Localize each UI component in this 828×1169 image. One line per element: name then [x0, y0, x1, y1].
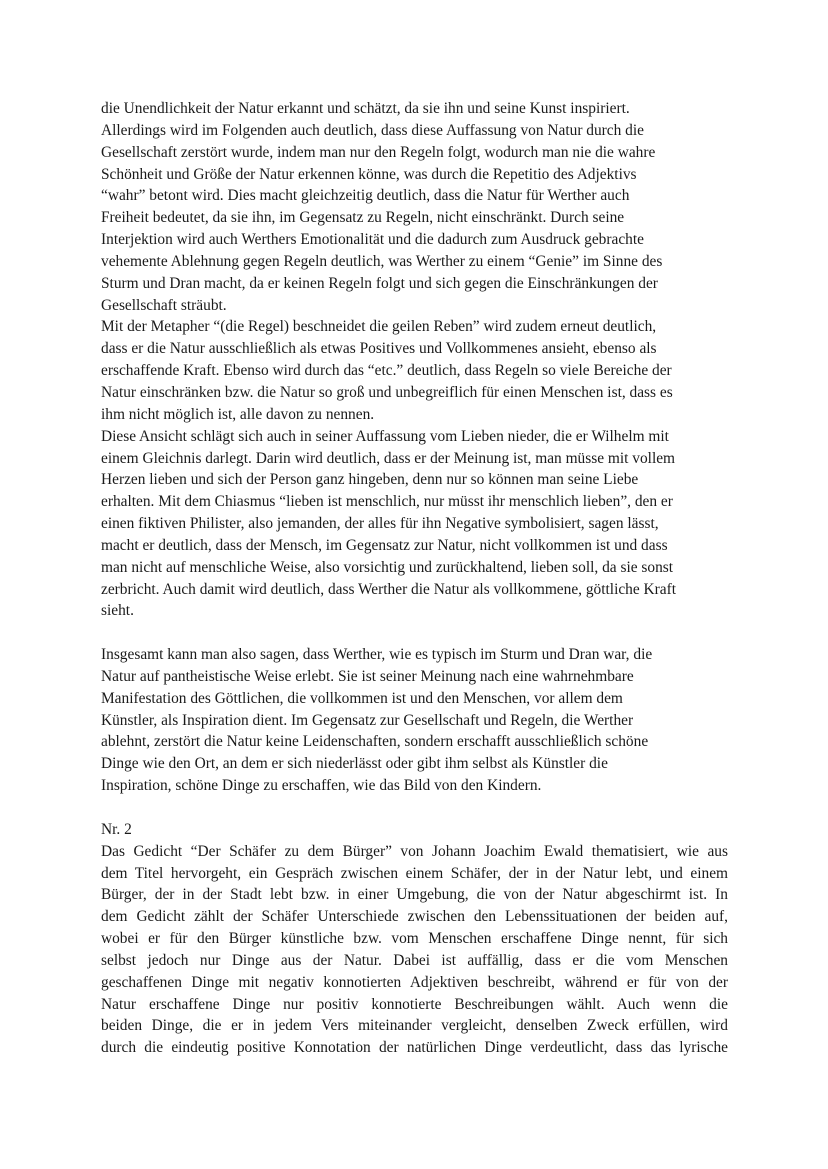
- text-line: einem Gleichnis darlegt. Darin wird deutlich, dass er der Meinung ist, man müsse mit vollem: [101, 449, 676, 467]
- text-line: Insgesamt kann man also sagen, dass Werther, wie es typisch im Sturm und Dran war, die: [101, 646, 653, 664]
- text-line: man nicht auf menschliche Weise, also vorsichtig und zurückhaltend, lieben soll, da sie sonst: [101, 558, 674, 576]
- document-body: [101, 98, 728, 1059]
- text-line: Freiheit bedeutet, da sie ihn, im Gegensatz zu Regeln, nicht einschränkt. Durch seine: [101, 209, 625, 227]
- text-line: geschaffenen Dinge mit negativ konnotierten Adjektiven beschreibt, während er für von der: [101, 973, 728, 991]
- text-line: Inspiration, schöne Dinge zu erschaffen, wie das Bild von den Kindern.: [101, 777, 542, 795]
- text-line: dem Titel hervorgeht, ein Gespräch zwischen einem Schäfer, der in der Natur lebt, und einem: [101, 864, 728, 882]
- text-line: Manifestation des Göttlichen, die vollkommen ist und den Menschen, vor allem dem: [101, 689, 623, 707]
- text-line: vehemente Ablehnung gegen Regeln deutlich, was Werther zu einem “Genie” im Sinne des: [101, 252, 663, 270]
- text-line: ihm nicht möglich ist, alle davon zu nennen.: [101, 405, 375, 423]
- text-line: durch die eindeutig positive Konnotation der natürlichen Dinge verdeutlicht, dass das lyrische: [101, 1039, 728, 1057]
- text-line: “wahr” betont wird. Dies macht gleichzeitig deutlich, dass die Natur für Werther auch: [101, 187, 630, 205]
- paragraph-section-2: [101, 819, 728, 1059]
- text-line: Schönheit und Größe der Natur erkennen könne, was durch die Repetitio des Adjektivs: [101, 165, 637, 183]
- text-line: dass er die Natur ausschließlich als etwas Positives und Vollkommenes ansieht, ebenso als: [101, 340, 657, 358]
- text-line: Interjektion wird auch Werthers Emotionalität und die dadurch zum Ausdruck gebrachte: [101, 231, 644, 249]
- text-line: wobei er für den Bürger künstliche bzw. vom Menschen erschaffene Dinge nennt, für sich: [101, 930, 728, 948]
- text-line: Allerdings wird im Folgenden auch deutlich, dass diese Auffassung von Natur durch die: [101, 121, 644, 139]
- text-line: Diese Ansicht schlägt sich auch in seiner Auffassung vom Lieben nieder, die er Wilhelm mit: [101, 427, 669, 445]
- text-line: Natur auf pantheistische Weise erlebt. Sie ist seiner Meinung nach eine wahrnehmbare: [101, 667, 634, 685]
- section-heading: Nr. 2: [101, 820, 132, 838]
- text-line: einen fiktiven Philister, also jemanden, der alles für ihn Negative symbolisiert, sagen lässt,: [101, 515, 659, 533]
- text-line: beiden Dinge, die er in jedem Vers miteinander vergleicht, denselben Zweck erfüllen, wird: [101, 1017, 728, 1035]
- text-line: sieht.: [101, 602, 134, 620]
- text-line: Natur erschaffene Dinge nur positiv konnotierte Beschreibungen wählt. Auch wenn die: [101, 995, 728, 1013]
- paragraph-summary: [101, 644, 728, 797]
- text-line: Mit der Metapher “(die Regel) beschneidet die geilen Reben” wird zudem erneut deutlich,: [101, 318, 657, 336]
- text-line: erschaffende Kraft. Ebenso wird durch das “etc.” deutlich, dass Regeln so viele Bereiche der: [101, 362, 672, 380]
- text-line: die Unendlichkeit der Natur erkannt und schätzt, da sie ihn und seine Kunst inspiriert.: [101, 100, 630, 117]
- text-line: macht er deutlich, dass der Mensch, im Gegensatz zur Natur, nicht vollkommen ist und dass: [101, 536, 668, 554]
- text-line: Natur einschränken bzw. die Natur so groß und unbegreiflich für einen Menschen ist, dass es: [101, 383, 673, 401]
- paragraph-werther-analysis: [101, 98, 728, 622]
- text-line: Herzen lieben und sich der Person ganz hingeben, denn nur so können man seine Liebe: [101, 471, 639, 489]
- paragraph-spacer: [101, 622, 728, 644]
- text-line: zerbricht. Auch damit wird deutlich, dass Werther die Natur als vollkommene, göttliche Kraft: [101, 580, 677, 598]
- text-line: Bürger, der in der Stadt lebt bzw. in einer Umgebung, die von der Natur abgeschirmt ist. In: [101, 886, 728, 904]
- text-line: dem Gedicht zählt der Schäfer Unterschiede zwischen den Lebenssituationen der beiden auf,: [101, 908, 728, 926]
- text-line: Dinge wie den Ort, an dem er sich niederlässt oder gibt ihm selbst als Künstler die: [101, 755, 608, 773]
- text-line: Künstler, als Inspiration dient. Im Gegensatz zur Gesellschaft und Regeln, die Werther: [101, 711, 634, 729]
- text-line: Sturm und Dran macht, da er keinen Regeln folgt und sich gegen die Einschränkungen der: [101, 274, 658, 292]
- paragraph-spacer: [101, 797, 728, 819]
- text-line: ablehnt, zerstört die Natur keine Leidenschaften, sondern erschafft ausschließlich schöne: [101, 733, 649, 751]
- text-line: selbst jedoch nur Dinge aus der Natur. Dabei ist auffällig, dass er die vom Menschen: [101, 951, 728, 969]
- text-line: Gesellschaft sträubt.: [101, 296, 227, 314]
- text-line: Gesellschaft zerstört wurde, indem man nur den Regeln folgt, wodurch man nie die wahre: [101, 143, 656, 161]
- text-line: Das Gedicht “Der Schäfer zu dem Bürger” von Johann Joachim Ewald thematisiert, wie aus: [101, 842, 728, 860]
- text-line: erhalten. Mit dem Chiasmus “lieben ist menschlich, nur müsst ihr menschlich lieben”, den er: [101, 493, 673, 511]
